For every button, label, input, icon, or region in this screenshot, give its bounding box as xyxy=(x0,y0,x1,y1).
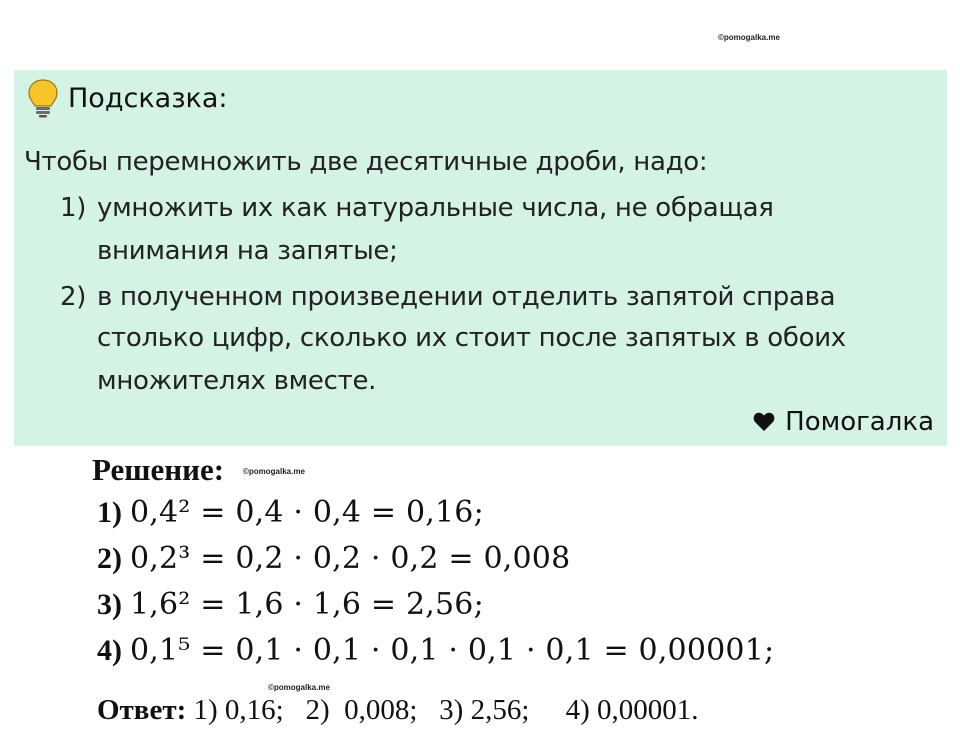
heart-icon xyxy=(753,412,775,432)
hint-intro: Чтобы перемножить две десятичные дроби, надо: xyxy=(24,147,708,177)
answer-line xyxy=(97,694,699,727)
lightbulb-icon xyxy=(26,78,60,118)
row-expression: 1,6² = 1,6 · 1,6 = 2,56; xyxy=(130,587,484,622)
solution-row xyxy=(97,495,484,530)
row-expression: 0,1⁵ = 0,1 · 0,1 · 0,1 · 0,1 · 0,1 = 0,00001; xyxy=(130,633,775,668)
watermark: ©pomogalka.me xyxy=(243,467,305,476)
item-number: 1) xyxy=(60,193,87,223)
solution-row xyxy=(97,633,774,668)
item-text: в полученном произведении отделить запятой справа xyxy=(97,282,836,312)
row-number: 3) xyxy=(97,588,122,621)
solution-title: Решение: xyxy=(92,452,225,487)
row-number: 1) xyxy=(97,496,122,529)
watermark: ©pomogalka.me xyxy=(268,683,330,692)
row-number: 2) xyxy=(97,542,122,575)
row-expression: 0,4² = 0,4 · 0,4 = 0,16; xyxy=(130,495,484,530)
answer-label: Ответ: xyxy=(97,694,187,726)
row-number: 4) xyxy=(97,634,122,667)
answer-text: 1) 0,16; 2) 0,008; 3) 2,56; 4) 0,00001. xyxy=(186,694,699,726)
watermark: ©pomogalka.me xyxy=(718,33,780,42)
hint-item-2 xyxy=(60,282,835,312)
hint-header xyxy=(26,78,228,118)
hint-item-1-cont: внимания на запятые; xyxy=(97,236,398,266)
solution-row xyxy=(97,587,484,622)
brand-signature xyxy=(753,407,934,437)
solution-row xyxy=(97,541,570,576)
item-text: умножить их как натуральные числа, не обращая xyxy=(97,193,774,223)
item-number: 2) xyxy=(60,282,87,312)
hint-item-1 xyxy=(60,193,774,223)
hint-item-2-cont: столько цифр, сколько их стоит после запятых в обоих xyxy=(97,323,846,353)
hint-item-2-cont: множителях вместе. xyxy=(97,366,377,396)
brand-name: Помогалка xyxy=(785,407,934,437)
hint-title: Подсказка: xyxy=(68,82,228,114)
row-expression: 0,2³ = 0,2 · 0,2 · 0,2 = 0,008 xyxy=(130,541,571,576)
